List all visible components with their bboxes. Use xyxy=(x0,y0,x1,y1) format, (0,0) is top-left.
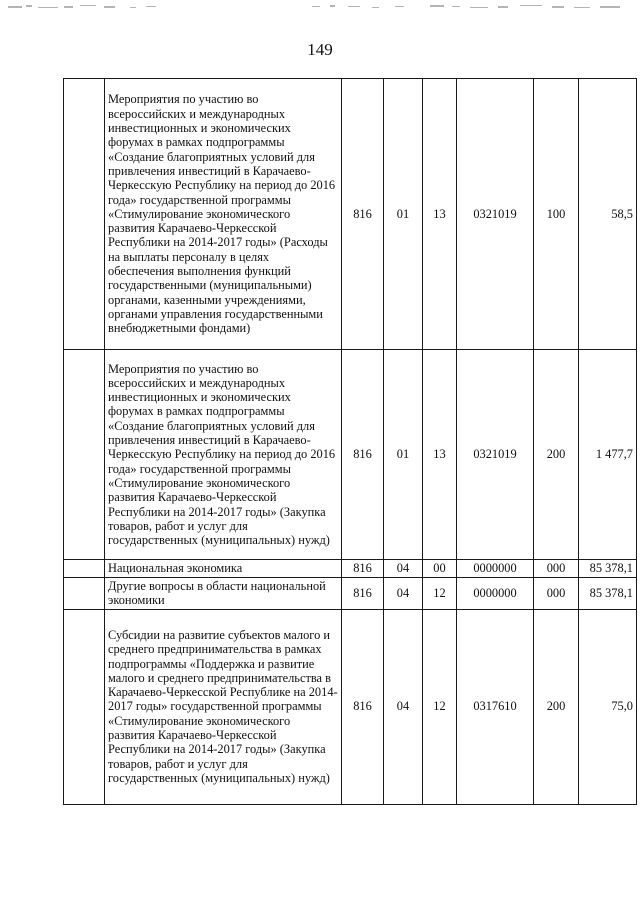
ved-cell: 816 xyxy=(342,350,384,560)
row-name-cell xyxy=(105,578,342,610)
rz-cell: 01 xyxy=(384,79,423,350)
table-row xyxy=(64,578,637,610)
pr-cell: 12 xyxy=(423,609,457,804)
blank-cell xyxy=(64,79,105,350)
scan-artifact-strip xyxy=(0,0,640,20)
ved-cell: 816 xyxy=(342,578,384,610)
csr-cell: 0000000 xyxy=(457,578,534,610)
rz-cell: 04 xyxy=(384,609,423,804)
row-name: Национальная экономика xyxy=(108,561,243,576)
csr-cell: 0321019 xyxy=(457,79,534,350)
row-name-cell xyxy=(105,609,342,804)
table-row xyxy=(64,79,637,350)
ved-cell: 816 xyxy=(342,79,384,350)
blank-cell xyxy=(64,578,105,610)
vr-cell: 100 xyxy=(534,79,579,350)
amount-cell: 1 477,7 xyxy=(579,350,637,560)
vr-cell: 200 xyxy=(534,609,579,804)
rz-cell: 04 xyxy=(384,578,423,610)
csr-cell: 0000000 xyxy=(457,560,534,578)
rz-cell: 04 xyxy=(384,560,423,578)
pr-cell: 12 xyxy=(423,578,457,610)
amount-cell: 75,0 xyxy=(579,609,637,804)
table-row xyxy=(64,560,637,578)
blank-cell xyxy=(64,350,105,560)
table-row xyxy=(64,350,637,560)
row-name-cell xyxy=(105,79,342,350)
blank-cell xyxy=(64,609,105,804)
pr-cell: 00 xyxy=(423,560,457,578)
amount-cell: 85 378,1 xyxy=(579,560,637,578)
vr-cell: 000 xyxy=(534,560,579,578)
vr-cell: 200 xyxy=(534,350,579,560)
ved-cell: 816 xyxy=(342,609,384,804)
csr-cell: 0317610 xyxy=(457,609,534,804)
row-name-cell xyxy=(105,350,342,560)
row-name: Мероприятия по участию во всероссийских и международных инвестиционных и экономических форумах в рамках подпрограммы «Создание благоприятных условий для привлечения инвестиций в Карачаево-Черкесскую Республику на период до 2016 года» государственной программы «Стимулирование экономического развития Карачаево-Черкесской Республики на 2014-2017 годы» (Расходы на выплаты персоналу в целях обеспечения выполнения функций государственными (муниципальными) органами, казенными учреждениями, органами управления государственными внебюджетными фондами) xyxy=(108,92,336,336)
row-name: Субсидии на развитие субъектов малого и среднего предпринимательства в рамках подпрограммы «Поддержка и развитие малого и среднего предпринимательства в Карачаево-Черкесской Республике на 2014-2017 годы» государственной программы «Стимулирование экономического развития Карачаево-Черкесской Республики на 2014-2017 годы» (Закупка товаров, работ и услуг для государственных (муниципальных) нужд) xyxy=(108,627,338,785)
row-name: Мероприятия по участию во всероссийских и международных инвестиционных и экономических форумах в рамках подпрограммы «Создание благоприятных условий для привлечения инвестиций в Карачаево-Черкесскую Республику на период до 2016 года» государственной программы «Стимулирование экономического развития Карачаево-Черкесской Республики на 2014-2017 годы» (Закупка товаров, работ и услуг для государственных (муниципальных) нужд) xyxy=(108,361,336,548)
vr-cell: 000 xyxy=(534,578,579,610)
csr-cell: 0321019 xyxy=(457,350,534,560)
row-name-cell xyxy=(105,560,342,578)
amount-cell: 58,5 xyxy=(579,79,637,350)
amount-cell: 85 378,1 xyxy=(579,578,637,610)
pr-cell: 13 xyxy=(423,79,457,350)
table-row xyxy=(64,609,637,804)
blank-cell xyxy=(64,560,105,578)
page-number: 149 xyxy=(307,40,333,59)
ved-cell: 816 xyxy=(342,560,384,578)
rz-cell: 01 xyxy=(384,350,423,560)
row-name: Другие вопросы в области национальной экономики xyxy=(108,579,326,608)
budget-table xyxy=(63,78,637,805)
pr-cell: 13 xyxy=(423,350,457,560)
